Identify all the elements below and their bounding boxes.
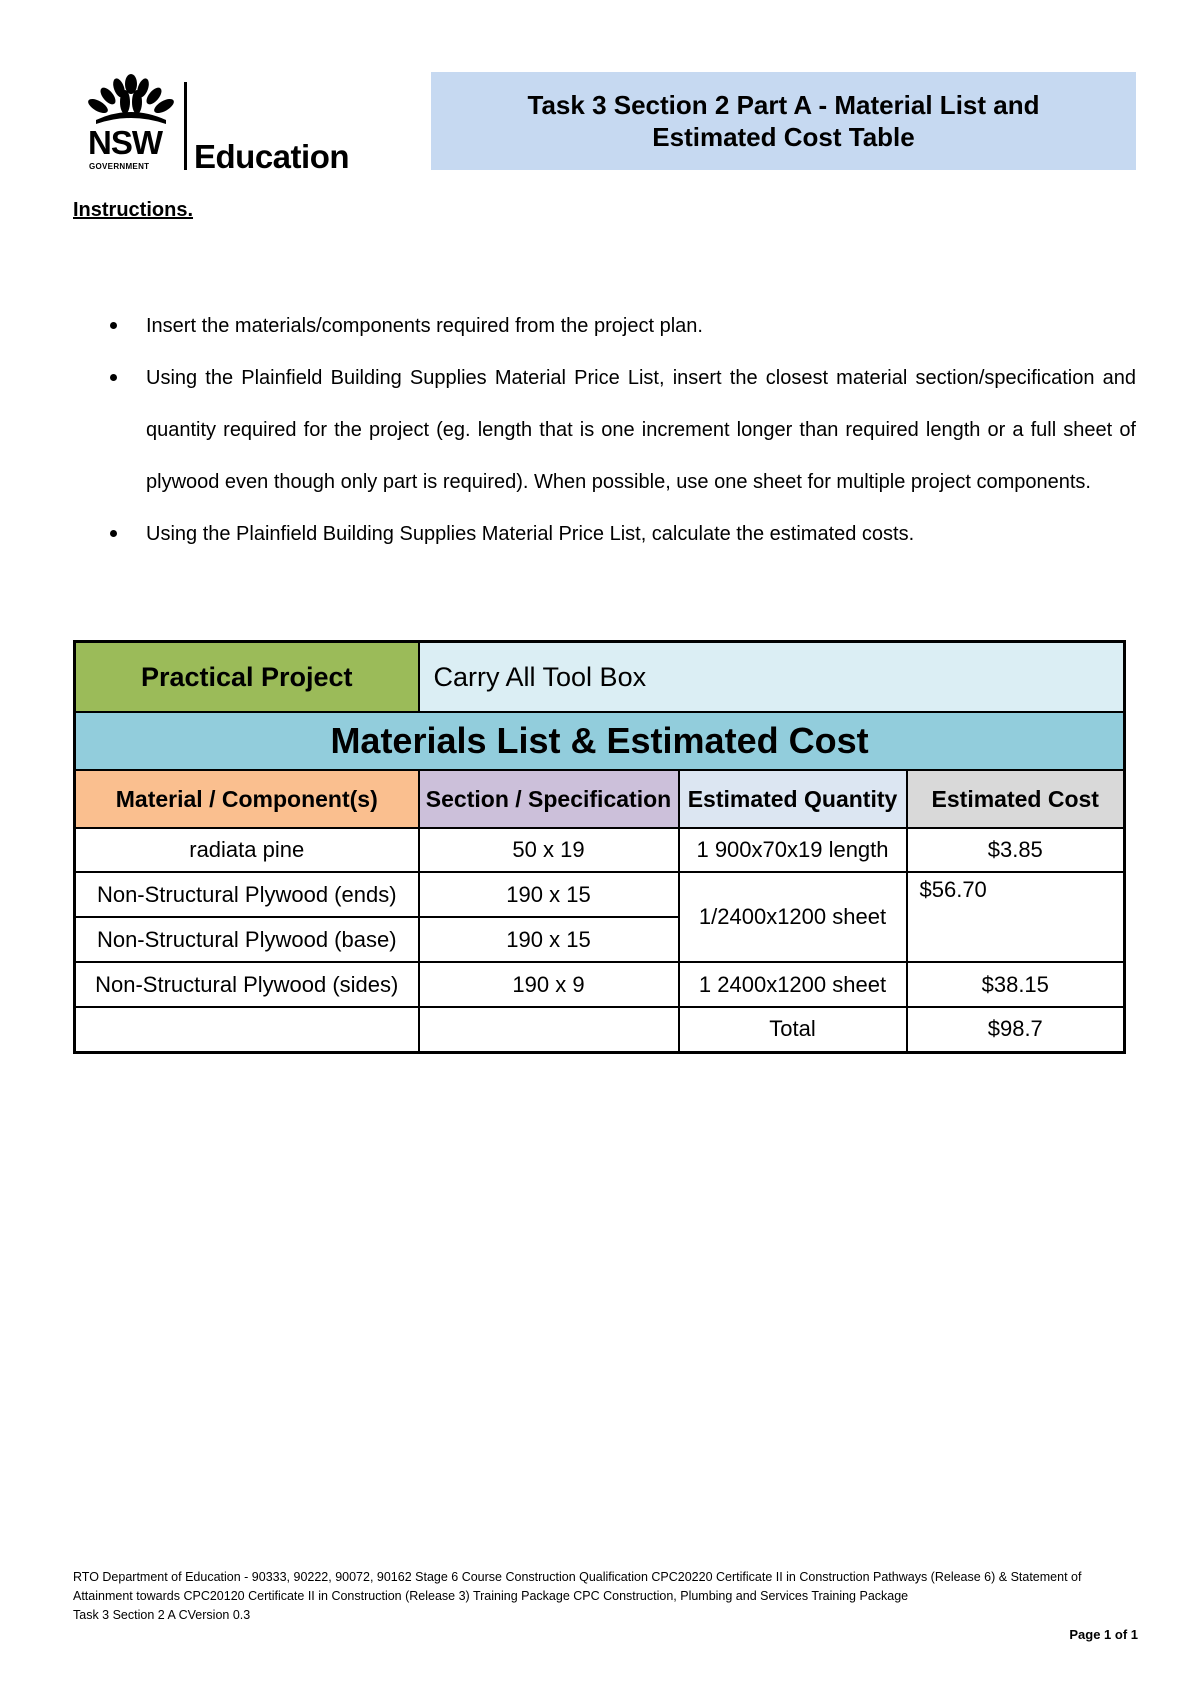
cell-material: Non-Structural Plywood (base) bbox=[75, 917, 419, 962]
table-row bbox=[75, 642, 1125, 713]
cell-material: Non-Structural Plywood (ends) bbox=[75, 872, 419, 917]
instructions-list bbox=[100, 300, 1136, 560]
total-value: $98.7 bbox=[907, 1007, 1125, 1052]
logo-government-text: GOVERNMENT bbox=[89, 162, 150, 171]
materials-cost-table bbox=[73, 640, 1126, 1054]
bullet-icon bbox=[110, 530, 117, 537]
list-item-text: Using the Plainfield Building Supplies Material Price List, calculate the estimated costs. bbox=[146, 523, 915, 545]
document-title: Task 3 Section 2 Part A - Material List and Estimated Cost Table bbox=[527, 90, 1040, 152]
logo-education-text: Education bbox=[194, 138, 350, 175]
cell-cost: $38.15 bbox=[907, 962, 1125, 1007]
cell-material: Non-Structural Plywood (sides) bbox=[75, 962, 419, 1007]
nsw-education-logo bbox=[86, 74, 350, 175]
project-label: Practical Project bbox=[75, 642, 419, 713]
column-header-cost: Estimated Cost bbox=[907, 770, 1125, 828]
bullet-icon bbox=[110, 322, 117, 329]
cell-section: 190 x 15 bbox=[419, 917, 679, 962]
cell-quantity: 1/2400x1200 sheet bbox=[679, 872, 907, 962]
project-name: Carry All Tool Box bbox=[419, 642, 1125, 713]
table-header-row bbox=[75, 770, 1125, 828]
list-item bbox=[100, 352, 1136, 508]
page-footer bbox=[73, 1568, 1138, 1642]
table-heading: Materials List & Estimated Cost bbox=[75, 712, 1125, 770]
bullet-icon bbox=[110, 374, 117, 381]
list-item-text: Using the Plainfield Building Supplies Material Price List, insert the closest material section/specification and quantity required for the project (eg. length that is one increment longer than required length or a full sheet of plywood even though only part is required). When possible, use one sheet for multiple project components. bbox=[146, 367, 1136, 493]
cell-quantity: 1 900x70x19 length bbox=[679, 828, 907, 872]
cell-section: 50 x 19 bbox=[419, 828, 679, 872]
list-item bbox=[100, 300, 1136, 352]
footer-version-text: Task 3 Section 2 A CVersion 0.3 bbox=[73, 1608, 251, 1622]
table-total-row bbox=[75, 1007, 1125, 1052]
cell-empty bbox=[75, 1007, 419, 1052]
page-number: Page 1 of 1 bbox=[1069, 1627, 1138, 1642]
logo-nsw-text: NSW bbox=[88, 124, 162, 161]
cell-cost: $3.85 bbox=[907, 828, 1125, 872]
column-header-material: Material / Component(s) bbox=[75, 770, 419, 828]
list-item-text: Insert the materials/components required from the project plan. bbox=[146, 315, 703, 337]
list-item bbox=[100, 508, 1136, 560]
cell-quantity: 1 2400x1200 sheet bbox=[679, 962, 907, 1007]
table-row bbox=[75, 962, 1125, 1007]
cell-material: radiata pine bbox=[75, 828, 419, 872]
table-row bbox=[75, 712, 1125, 770]
total-label: Total bbox=[679, 1007, 907, 1052]
table-row bbox=[75, 872, 1125, 917]
document-title-box bbox=[431, 72, 1136, 170]
column-header-section: Section / Specification bbox=[419, 770, 679, 828]
logo-divider bbox=[184, 82, 187, 170]
cell-section: 190 x 15 bbox=[419, 872, 679, 917]
cell-empty bbox=[419, 1007, 679, 1052]
table-row bbox=[75, 828, 1125, 872]
footer-rto-text: RTO Department of Education - 90333, 90222, 90072, 90162 Stage 6 Course Construction Qualification CPC20220 Certificate II in Construction Pathways (Release 6) & Statement of Attainment towards CPC20120 Certificate II in Construction (Release 3) Training Package CPC Construction, Plumbing and Services Training Package bbox=[73, 1570, 1082, 1603]
cell-section: 190 x 9 bbox=[419, 962, 679, 1007]
column-header-quantity: Estimated Quantity bbox=[679, 770, 907, 828]
waratah-flower-icon bbox=[86, 74, 176, 130]
cell-cost: $56.70 bbox=[907, 872, 1125, 962]
instructions-heading: Instructions. bbox=[73, 199, 194, 221]
